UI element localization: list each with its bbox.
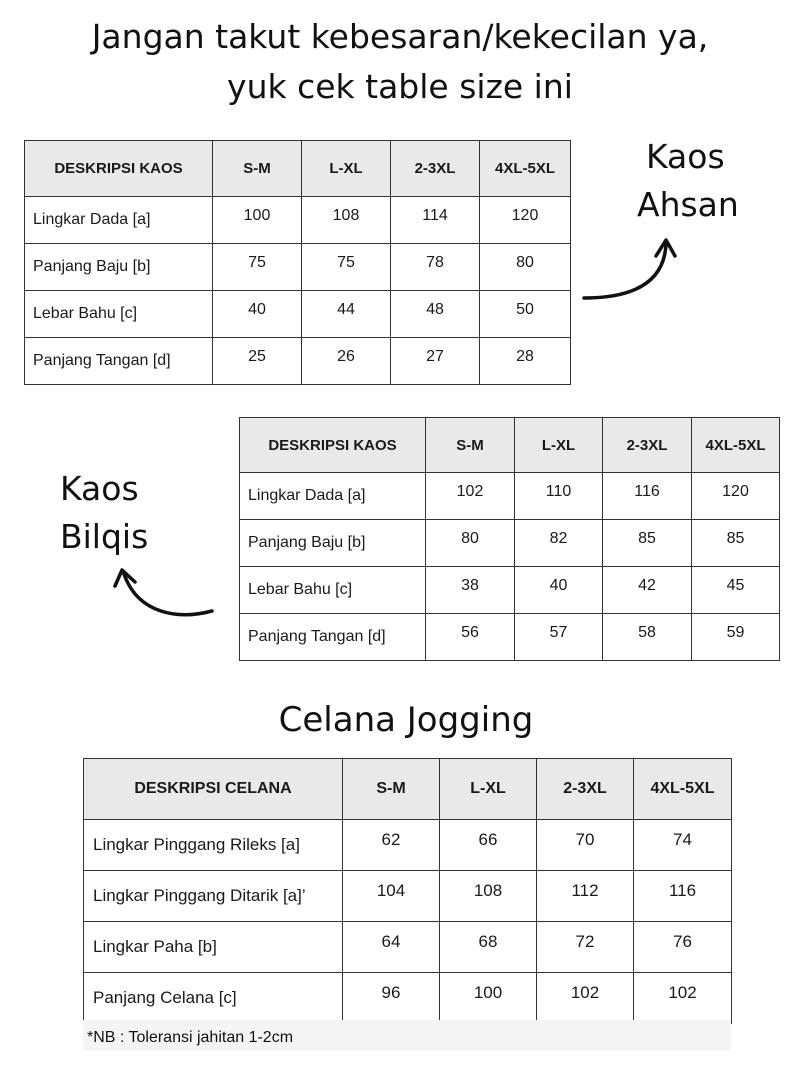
headline-line-1: Jangan takut kebesaran/kekecilan ya, xyxy=(91,17,709,56)
size-value: 28 xyxy=(480,338,571,385)
size-value: 82 xyxy=(515,520,603,567)
table-header-row xyxy=(240,418,780,473)
size-value: 26 xyxy=(302,338,391,385)
table-row xyxy=(240,520,780,567)
header-description: DESKRIPSI KAOS xyxy=(25,141,213,197)
size-value: 38 xyxy=(426,567,515,614)
table-row xyxy=(25,338,571,385)
size-value: 104 xyxy=(343,871,440,922)
table-header-row xyxy=(84,759,732,820)
size-value: 116 xyxy=(634,871,732,922)
header-size: 2-3XL xyxy=(391,141,480,197)
size-value: 56 xyxy=(426,614,515,661)
table-row xyxy=(240,614,780,661)
header-description: DESKRIPSI KAOS xyxy=(240,418,426,473)
size-value: 75 xyxy=(213,244,302,291)
row-description: Lebar Bahu [c] xyxy=(25,291,213,338)
size-value: 59 xyxy=(692,614,780,661)
table-row xyxy=(240,567,780,614)
size-value: 25 xyxy=(213,338,302,385)
size-value: 27 xyxy=(391,338,480,385)
header-size: 4XL-5XL xyxy=(480,141,571,197)
curved-arrow-icon xyxy=(580,234,680,304)
size-value: 45 xyxy=(692,567,780,614)
table-row xyxy=(240,473,780,520)
size-value: 75 xyxy=(302,244,391,291)
size-value: 62 xyxy=(343,820,440,871)
row-description: Lingkar Dada [a] xyxy=(25,197,213,244)
celana-jogging-title: Celana Jogging xyxy=(278,700,534,740)
table-row xyxy=(84,820,732,871)
table-row xyxy=(84,922,732,973)
row-description: Panjang Tangan [d] xyxy=(240,614,426,661)
row-description: Panjang Tangan [d] xyxy=(25,338,213,385)
size-value: 96 xyxy=(343,973,440,1024)
curved-arrow-icon xyxy=(108,566,218,620)
kaos-bilqis-label-line-1: Kaos xyxy=(60,469,139,508)
size-value: 76 xyxy=(634,922,732,973)
row-description: Lingkar Pinggang Ditarik [a]’ xyxy=(84,871,343,922)
size-value: 80 xyxy=(426,520,515,567)
size-value: 100 xyxy=(440,973,537,1024)
header-size: S-M xyxy=(426,418,515,473)
row-description: Lingkar Paha [b] xyxy=(84,922,343,973)
size-value: 114 xyxy=(391,197,480,244)
size-value: 100 xyxy=(213,197,302,244)
header-size: L-XL xyxy=(515,418,603,473)
headline-line-2: yuk cek table size ini xyxy=(227,67,573,106)
size-value: 116 xyxy=(603,473,692,520)
celana-jogging-size-table xyxy=(83,758,732,1024)
header-size: L-XL xyxy=(440,759,537,820)
size-value: 80 xyxy=(480,244,571,291)
table-header-row xyxy=(25,141,571,197)
size-value: 112 xyxy=(537,871,634,922)
size-value: 70 xyxy=(537,820,634,871)
header-size: L-XL xyxy=(302,141,391,197)
size-value: 74 xyxy=(634,820,732,871)
row-description: Panjang Celana [c] xyxy=(84,973,343,1024)
row-description: Lingkar Pinggang Rileks [a] xyxy=(84,820,343,871)
tolerance-note: *NB : Toleransi jahitan 1-2cm xyxy=(83,1020,731,1050)
kaos-bilqis-size-table xyxy=(239,417,780,661)
header-size: S-M xyxy=(213,141,302,197)
row-description: Lebar Bahu [c] xyxy=(240,567,426,614)
header-size: 2-3XL xyxy=(603,418,692,473)
header-size: 4XL-5XL xyxy=(692,418,780,473)
kaos-ahsan-label-line-1: Kaos xyxy=(646,137,725,176)
size-value: 40 xyxy=(213,291,302,338)
size-value: 48 xyxy=(391,291,480,338)
size-value: 72 xyxy=(537,922,634,973)
header-size: 2-3XL xyxy=(537,759,634,820)
kaos-ahsan-size-table xyxy=(24,140,571,385)
kaos-bilqis-label-line-2: Bilqis xyxy=(60,517,149,556)
size-value: 108 xyxy=(302,197,391,244)
size-value: 40 xyxy=(515,567,603,614)
size-value: 110 xyxy=(515,473,603,520)
table-row xyxy=(25,244,571,291)
header-size: S-M xyxy=(343,759,440,820)
size-value: 102 xyxy=(634,973,732,1024)
table-row xyxy=(84,973,732,1024)
table-row xyxy=(25,291,571,338)
size-value: 108 xyxy=(440,871,537,922)
table-row xyxy=(84,871,732,922)
size-value: 120 xyxy=(692,473,780,520)
row-description: Panjang Baju [b] xyxy=(25,244,213,291)
row-description: Panjang Baju [b] xyxy=(240,520,426,567)
size-value: 102 xyxy=(537,973,634,1024)
size-value: 50 xyxy=(480,291,571,338)
kaos-ahsan-label-line-2: Ahsan xyxy=(637,185,739,224)
size-value: 44 xyxy=(302,291,391,338)
table-row xyxy=(25,197,571,244)
header-size: 4XL-5XL xyxy=(634,759,732,820)
size-value: 120 xyxy=(480,197,571,244)
size-value: 85 xyxy=(692,520,780,567)
size-value: 66 xyxy=(440,820,537,871)
size-value: 102 xyxy=(426,473,515,520)
size-value: 78 xyxy=(391,244,480,291)
size-value: 42 xyxy=(603,567,692,614)
size-value: 85 xyxy=(603,520,692,567)
row-description: Lingkar Dada [a] xyxy=(240,473,426,520)
page-headline xyxy=(0,12,800,112)
size-value: 58 xyxy=(603,614,692,661)
size-value: 68 xyxy=(440,922,537,973)
header-description: DESKRIPSI CELANA xyxy=(84,759,343,820)
size-value: 57 xyxy=(515,614,603,661)
size-value: 64 xyxy=(343,922,440,973)
